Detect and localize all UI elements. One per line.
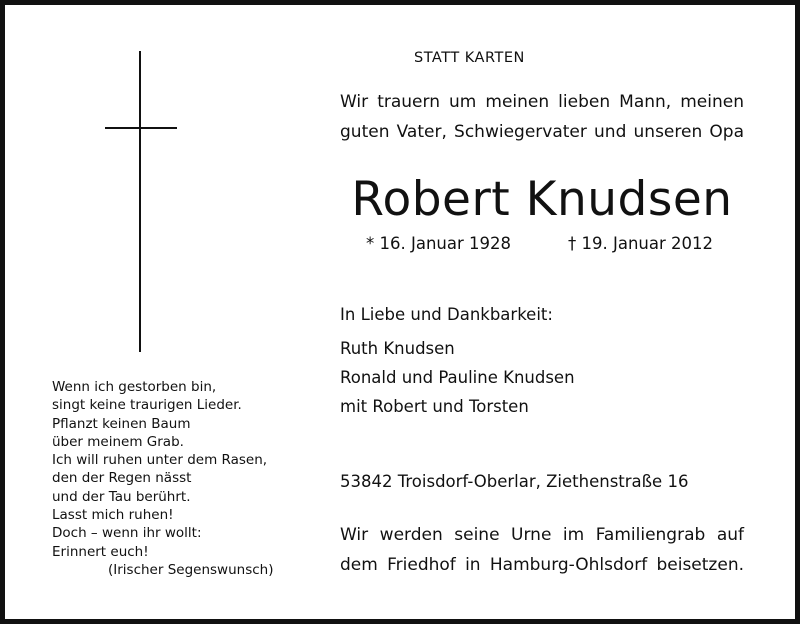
poem-source: (Irischer Segenswunsch) — [108, 561, 274, 578]
poem-line: über meinem Grab. — [52, 433, 184, 450]
poem-line: und der Tau berührt. — [52, 488, 191, 505]
notice-header: STATT KARTEN — [414, 50, 525, 66]
mourner-name: Ronald und Pauline Knudsen — [340, 368, 575, 387]
burial-line: Wir werden seine Urne im Familiengrab auf — [340, 525, 744, 545]
poem-line: Doch – wenn ihr wollt: — [52, 525, 202, 542]
death-date: † 19. Januar 2012 — [568, 234, 714, 253]
cross-horizontal-bar — [105, 127, 177, 129]
poem-line: Lasst mich ruhen! — [52, 507, 174, 524]
burial-text — [340, 521, 744, 580]
burial-line: dem Friedhof in Hamburg-Ohlsdorf beisetzen. — [340, 554, 744, 575]
poem-line: den der Regen nässt — [52, 470, 192, 487]
intro-line: guten Vater, Schwiegervater und unseren Opa — [340, 122, 744, 142]
mourner-name: mit Robert und Torsten — [340, 397, 529, 416]
poem — [52, 378, 292, 579]
intro-text — [340, 87, 744, 147]
mourners-block — [340, 300, 575, 421]
mourner-name: Ruth Knudsen — [340, 339, 455, 358]
poem-line: Wenn ich gestorben bin, — [52, 379, 217, 395]
deceased-name: Robert Knudsen — [351, 172, 733, 227]
poem-line: singt keine traurigen Lieder. — [52, 397, 242, 414]
intro-line: Wir trauern um meinen lieben Mann, meinen — [340, 92, 744, 112]
poem-line: Ich will ruhen unter dem Rasen, — [52, 452, 268, 469]
family-address: 53842 Troisdorf-Oberlar, Ziethenstraße 16 — [340, 472, 689, 491]
poem-line: Pflanzt keinen Baum — [52, 415, 191, 432]
mourners-heading: In Liebe und Dankbarkeit: — [340, 305, 553, 324]
cross-vertical-bar — [139, 51, 141, 352]
poem-line: Erinnert euch! — [52, 543, 149, 560]
birth-date: * 16. Januar 1928 — [366, 234, 512, 253]
